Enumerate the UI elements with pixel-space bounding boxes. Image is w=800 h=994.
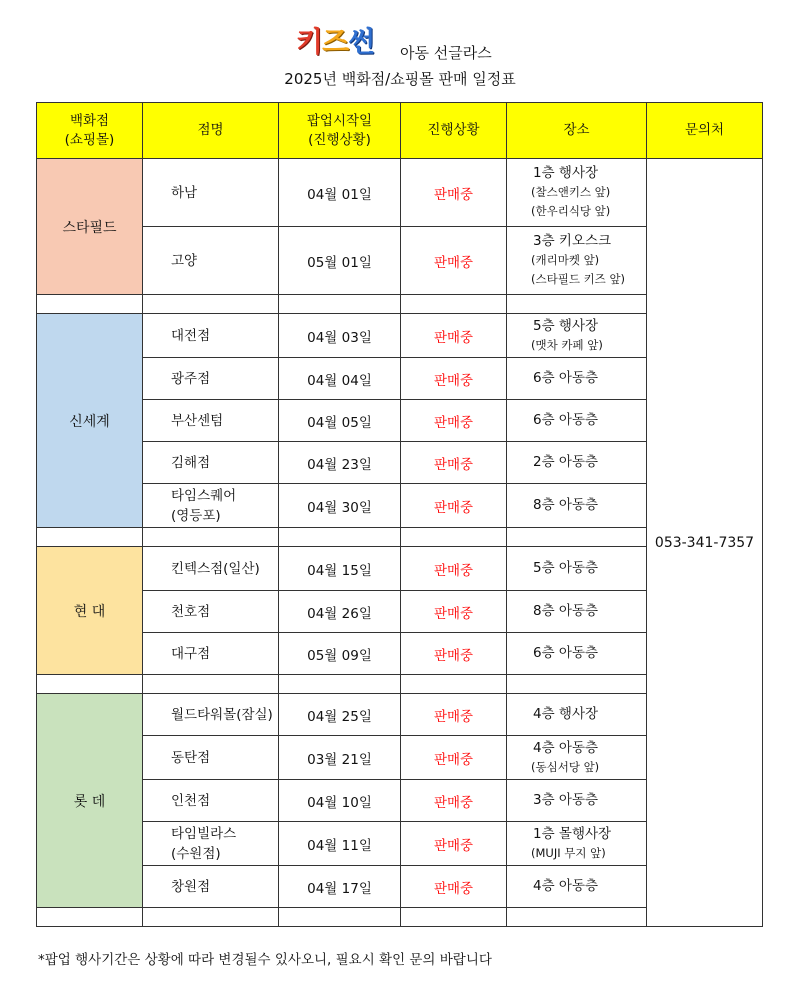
start-date-cell: 04월 26일 <box>279 591 401 633</box>
empty-cell <box>37 528 143 547</box>
col-header-date: 팝업시작일 (진행상황) <box>279 103 401 159</box>
empty-cell <box>279 295 401 314</box>
status-cell: 판매중 <box>401 400 507 442</box>
store-name-cell: 대전점 <box>143 314 279 358</box>
status-cell: 판매중 <box>401 694 507 736</box>
logo-char-2: 즈 <box>322 25 349 58</box>
place-main: 6층 아동층 <box>533 412 599 428</box>
status-cell: 판매중 <box>401 591 507 633</box>
place-detail: (찰스앤키스 앞) <box>531 185 611 199</box>
place-detail: (맷차 카페 앞) <box>531 337 603 352</box>
empty-cell <box>507 908 647 927</box>
empty-cell <box>143 675 279 694</box>
place-main: 4층 아동층 <box>533 878 599 894</box>
empty-cell <box>279 675 401 694</box>
place-main: 1층 행사장 <box>533 165 599 181</box>
empty-cell <box>507 675 647 694</box>
col-header-store: 점명 <box>143 103 279 159</box>
place-cell <box>507 780 647 822</box>
store-name-cell: 인천점 <box>143 780 279 822</box>
start-date-cell: 05월 09일 <box>279 633 401 675</box>
empty-cell <box>143 908 279 927</box>
start-date-cell: 04월 01일 <box>279 159 401 227</box>
store-name-cell: 타임스퀘어 (영등포) <box>143 484 279 528</box>
place-main: 5층 행사장 <box>533 317 599 334</box>
start-date-cell: 04월 05일 <box>279 400 401 442</box>
store-name-cell: 천호점 <box>143 591 279 633</box>
place-cell <box>507 736 647 780</box>
status-cell: 판매중 <box>401 736 507 780</box>
status-cell: 판매중 <box>401 442 507 484</box>
start-date-cell: 04월 30일 <box>279 484 401 528</box>
logo-char-1: 키 <box>296 25 323 58</box>
empty-cell <box>279 908 401 927</box>
store-name-cell: 광주점 <box>143 358 279 400</box>
place-cell <box>507 547 647 591</box>
store-name-cell: 대구점 <box>143 633 279 675</box>
empty-cell <box>143 295 279 314</box>
logo-char-3: 썬 <box>348 25 375 58</box>
place-main: 6층 아동층 <box>533 370 599 386</box>
status-cell: 판매중 <box>401 159 507 227</box>
product-subtitle: 아동 선글라스 <box>400 44 492 62</box>
place-cell <box>507 484 647 528</box>
table-row <box>37 159 763 227</box>
place-main: 8층 아동층 <box>533 497 599 513</box>
status-cell: 판매중 <box>401 633 507 675</box>
place-main: 4층 행사장 <box>533 706 599 722</box>
place-main: 1층 몰행사장 <box>533 825 612 842</box>
place-main: 5층 아동층 <box>533 560 599 576</box>
store-name-cell: 킨텍스점(일산) <box>143 547 279 591</box>
status-cell: 판매중 <box>401 484 507 528</box>
footnote: *팝업 행사기간은 상황에 따라 변경될수 있사오니, 필요시 확인 문의 바랍니다 <box>38 952 492 968</box>
empty-cell <box>401 295 507 314</box>
group-name-cell: 신세계 <box>37 314 143 528</box>
document-header <box>0 14 800 94</box>
place-cell <box>507 633 647 675</box>
start-date-cell: 04월 23일 <box>279 442 401 484</box>
store-name-cell: 타임빌라스 (수원점) <box>143 822 279 866</box>
place-main: 8층 아동층 <box>533 603 599 619</box>
empty-cell <box>507 528 647 547</box>
empty-cell <box>401 908 507 927</box>
table-header-row <box>37 103 763 159</box>
place-cell <box>507 694 647 736</box>
empty-cell <box>401 528 507 547</box>
place-main: 3층 아동층 <box>533 792 599 808</box>
store-name-cell: 동탄점 <box>143 736 279 780</box>
start-date-cell: 04월 17일 <box>279 866 401 908</box>
start-date-cell: 04월 10일 <box>279 780 401 822</box>
place-detail: (한우리식당 앞) <box>531 204 611 218</box>
start-date-cell: 04월 11일 <box>279 822 401 866</box>
place-cell <box>507 358 647 400</box>
empty-cell <box>143 528 279 547</box>
col-header-contact: 문의처 <box>647 103 763 159</box>
place-cell <box>507 227 647 295</box>
schedule-table <box>36 102 763 927</box>
start-date-cell: 03월 21일 <box>279 736 401 780</box>
brand-logo <box>296 20 374 60</box>
place-main: 6층 아동층 <box>533 645 599 661</box>
col-header-status: 진행상황 <box>401 103 507 159</box>
empty-cell <box>37 675 143 694</box>
col-header-group: 백화점 (쇼핑몰) <box>37 103 143 159</box>
status-cell: 판매중 <box>401 822 507 866</box>
store-name-cell: 고양 <box>143 227 279 295</box>
empty-cell <box>37 295 143 314</box>
place-detail: (스타필드 키즈 앞) <box>531 272 626 286</box>
place-cell <box>507 442 647 484</box>
page-title: 2025년 백화점/쇼핑몰 판매 일정표 <box>284 70 516 88</box>
place-detail: (MUJI 무지 앞) <box>531 845 606 860</box>
place-cell <box>507 591 647 633</box>
store-name-cell: 김해점 <box>143 442 279 484</box>
contact-phone: 053-341-7357 <box>647 159 763 927</box>
empty-cell <box>401 675 507 694</box>
place-cell <box>507 822 647 866</box>
place-main: 4층 아동층 <box>533 739 599 756</box>
place-cell <box>507 159 647 227</box>
status-cell: 판매중 <box>401 227 507 295</box>
status-cell: 판매중 <box>401 866 507 908</box>
place-cell <box>507 866 647 908</box>
store-name-cell: 하남 <box>143 159 279 227</box>
place-detail: (캐리마켓 앞) <box>531 253 600 267</box>
status-cell: 판매중 <box>401 358 507 400</box>
status-cell: 판매중 <box>401 314 507 358</box>
group-name-cell: 현 대 <box>37 547 143 675</box>
place-main: 3층 키오스크 <box>533 233 612 249</box>
empty-cell <box>37 908 143 927</box>
start-date-cell: 05월 01일 <box>279 227 401 295</box>
start-date-cell: 04월 03일 <box>279 314 401 358</box>
place-cell <box>507 400 647 442</box>
empty-cell <box>507 295 647 314</box>
group-name-cell: 롯 데 <box>37 694 143 908</box>
start-date-cell: 04월 04일 <box>279 358 401 400</box>
group-name-cell: 스타필드 <box>37 159 143 295</box>
col-header-place: 장소 <box>507 103 647 159</box>
empty-cell <box>279 528 401 547</box>
store-name-cell: 부산센텀 <box>143 400 279 442</box>
status-cell: 판매중 <box>401 780 507 822</box>
start-date-cell: 04월 15일 <box>279 547 401 591</box>
place-main: 2층 아동층 <box>533 454 599 470</box>
store-name-cell: 창원점 <box>143 866 279 908</box>
store-name-cell: 월드타워몰(잠실) <box>143 694 279 736</box>
place-cell <box>507 314 647 358</box>
status-cell: 판매중 <box>401 547 507 591</box>
start-date-cell: 04월 25일 <box>279 694 401 736</box>
place-detail: (동심서당 앞) <box>531 759 600 774</box>
